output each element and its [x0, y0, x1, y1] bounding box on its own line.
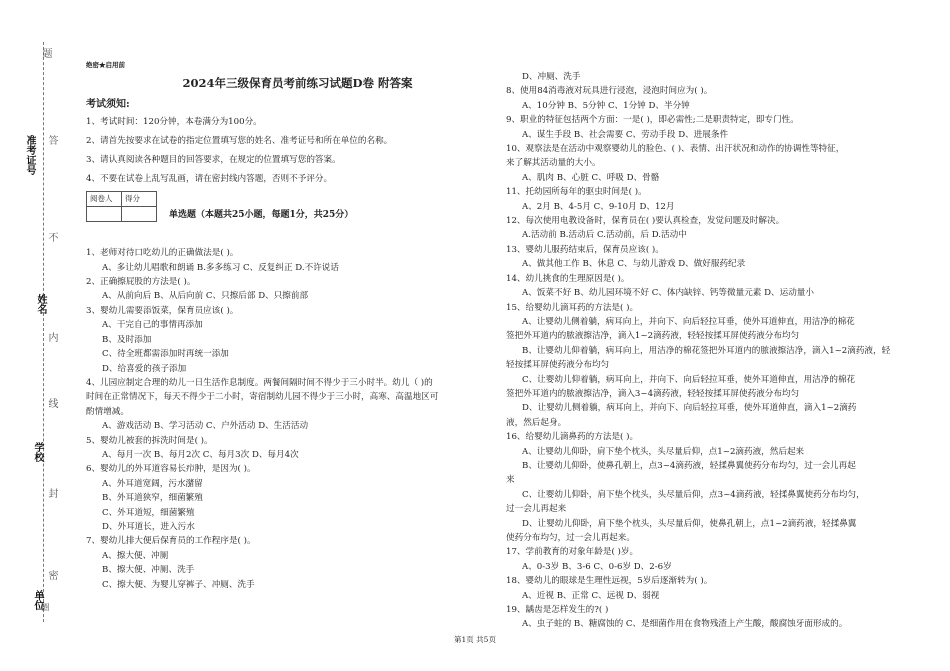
- margin-char-xian: 线: [46, 398, 57, 408]
- margin-char-mi: 密: [46, 570, 57, 580]
- option-line: A、每月一次 B、每月2次 C、每月3次 D、每月4次: [102, 449, 299, 460]
- margin-label-unit: 单位: [32, 590, 43, 610]
- section-title: 单选题（本题共25小题，每题1分，共25分）: [169, 209, 354, 220]
- question-line: 12、每次使用电教设备时，保育员在( )要认真检查，发觉问题及时解决。: [506, 216, 785, 227]
- option-line: A、饭菜不好 B、幼儿园环境不好 C、体内缺锌、钙等微量元素 D、运动量小: [522, 288, 814, 299]
- margin-char-da: 答: [46, 135, 57, 145]
- option-line: A.活动前 B.活动后 C.活动前，后 D.活动中: [522, 230, 687, 241]
- question-line: 17、学前教育的对象年龄是( )岁。: [506, 547, 639, 558]
- option-line: A、让婴幼儿侧着躺，病耳向上，并向下、向后轻拉耳垂，使外耳道伸直，用洁净的棉花: [522, 316, 855, 327]
- option-line: A、2月 B、4-5月 C、9-10月 D、12月: [522, 201, 675, 212]
- option-line: A、干完自己的事情再添加: [102, 320, 203, 331]
- question-line: 11、托幼园所每年的驱虫时间是( )。: [506, 187, 647, 198]
- option-line: B、擦大便、冲厕、洗手: [102, 565, 195, 576]
- option-line: D、给喜爱的孩子添加: [102, 363, 187, 374]
- question-line: 8、使用84消毒液对玩具进行浸泡，浸泡时间应为( )。: [506, 86, 713, 97]
- question-line: 轻按揉耳屏使药液分布均匀: [506, 360, 610, 371]
- margin-label-school: 学校: [32, 442, 43, 462]
- question-line: 2、正确擦屁股的方法是( )。: [86, 277, 196, 288]
- question-line: 6、婴幼儿的外耳道容易长疖肿，是因为( )。: [86, 464, 256, 475]
- reviewer-cell[interactable]: [87, 207, 122, 222]
- option-line: C、让婴幼儿仰卧，肩下垫个枕头，头尽量后仰，点3~4滴药液，轻揉鼻翼使药分布均匀，: [522, 489, 865, 500]
- question-line: 4、儿园应制定合理的幼儿一日生活作息制度。两餐间隔时间不得少于三小时半。幼儿（ )的: [86, 377, 433, 388]
- margin-label-exam-id: 准考证号: [24, 135, 35, 175]
- margin-char-ti: 题: [40, 48, 51, 58]
- score-cell[interactable]: [122, 207, 157, 222]
- option-line: A、擦大便、冲厕: [102, 550, 169, 561]
- question-line: 签把外耳道内的脓液擦洁净，滴入1~2滴药液，轻轻按揉耳屏使药液分布均匀: [506, 331, 800, 342]
- page-footer: 第1页 共5页: [454, 635, 496, 644]
- option-line: A、0-3岁 B、3-6 C、0-6岁 D、2-6岁: [522, 561, 672, 572]
- option-line: D、让婴幼儿侧着躺，病耳向上，并向下、向后轻拉耳垂，使外耳道伸直，滴入1~2滴药: [522, 403, 857, 414]
- option-line: A、多让幼儿唱歌和朗诵 B.多多练习 C、反复纠正 D.不许说话: [102, 262, 339, 273]
- question-line: 使药分布均匀，过一会儿再起来。: [506, 533, 635, 543]
- question-line: 酌情增减。: [86, 406, 129, 417]
- question-line: 15、给婴幼儿滴耳药的方法是( )。: [506, 302, 639, 313]
- option-line: A、肌肉 B、心脏 C、呼吸 D、骨骼: [522, 172, 660, 183]
- option-line: B、让婴幼儿仰着躺，病耳向上，用洁净的棉花签把外耳道内的脓液擦洁净，滴入1~2滴药液，轻: [522, 345, 891, 356]
- question-line: 时间在正常情况下，每天不得少于二小时，寄宿制幼儿园不得少于三小时，高寒、高温地区可: [86, 392, 439, 403]
- margin-char-bu: 不: [46, 232, 57, 242]
- option-line: B、及时添加: [102, 334, 152, 345]
- right-question-list: [506, 70, 911, 632]
- left-column: [86, 58, 491, 592]
- option-line: B、让婴幼儿仰卧，使鼻孔朝上，点3~4滴药液，轻揉鼻翼使药分布均匀，过一会儿再起: [522, 460, 856, 471]
- question-line: 3、婴幼儿需要添饭菜，保育员应该( )。: [86, 305, 239, 316]
- option-line: A、从前向后 B、从后向前 C、只擦后部 D、只擦前部: [102, 291, 309, 302]
- option-line: A、外耳道宽阔，污水潴留: [102, 478, 203, 489]
- question-line: 5、婴幼儿被套的拆洗时间是( )。: [86, 435, 213, 446]
- question-line: 19、龋齿是怎样发生的?( ): [506, 605, 609, 616]
- score-table: [86, 191, 157, 222]
- option-line: C、外耳道短，细菌繁殖: [102, 507, 195, 518]
- notice-heading: 考试须知:: [86, 98, 130, 110]
- question-line: 13、婴幼儿服药结束后，保育员应该( )。: [506, 244, 664, 255]
- left-question-list: [86, 246, 491, 592]
- option-line: B、外耳道狭窄，细菌繁殖: [102, 493, 203, 504]
- question-line: 来了解其活动量的大小。: [506, 158, 601, 169]
- question-line: 签把外耳道内的脓液擦洁净，滴入3~4滴药液，轻轻按揉耳屏使药液分布均匀: [506, 388, 800, 399]
- option-line: C、擦大便、为婴儿穿裤子、冲厕、洗手: [102, 579, 255, 590]
- score-box: [86, 191, 491, 222]
- confidential-mark: 绝密★启用前: [86, 61, 125, 69]
- question-line: 10、观察法是在活动中观察婴幼儿的脸色、( )、表情、出汗状况和动作的协调性等特征，: [506, 144, 845, 155]
- notice-item: 3、请认真阅读各种题目的回答要求，在规定的位置填写您的答案。: [86, 155, 341, 166]
- score-header: 得分: [122, 191, 157, 206]
- option-line: D、让婴幼儿仰卧，肩下垫个枕头，头尽量后仰，使鼻孔朝上，点1~2滴药液，轻揉鼻翼: [522, 518, 857, 529]
- notice-item: 4、不要在试卷上乱写乱画，请在密封线内答题，否则不予评分。: [86, 173, 333, 184]
- notice-item: 2、请首先按要求在试卷的指定位置填写您的姓名、准考证号和所在单位的名称。: [86, 136, 393, 147]
- option-line: C、待全班都需添加时再统一添加: [102, 349, 229, 360]
- option-line: C、让婴幼儿仰着躺，病耳向上，并向下、向后轻拉耳垂，使外耳道伸直，用洁净的棉花: [522, 374, 856, 385]
- right-column: [506, 70, 911, 632]
- option-line: D、冲厕、洗手: [522, 72, 581, 82]
- notice-list: [86, 115, 491, 186]
- notice-item: 1、考试时间：120分钟，本卷满分为100分。: [86, 117, 262, 128]
- option-line: A、让婴幼儿仰卧，肩下垫个枕头，头尽量后仰，点1~2滴药液，然后起来: [522, 446, 805, 457]
- reviewer-header: 阅卷人: [87, 191, 122, 206]
- question-line: 液，然后起身。: [506, 417, 567, 428]
- option-line: D、外耳道长，进入污水: [102, 521, 195, 532]
- question-line: 16、给婴幼儿滴鼻药的方法是( )。: [506, 432, 639, 443]
- option-line: A、谋生手段 B、社会需要 C、劳动手段 D、进展条件: [522, 129, 729, 140]
- option-line: A、近视 B、正常 C、远视 D、弱视: [522, 590, 660, 601]
- question-line: 来: [506, 475, 515, 486]
- margin-label-name: 姓名: [35, 294, 46, 314]
- option-line: A、游戏活动 B、学习活动 C、户外活动 D、生活活动: [102, 421, 309, 432]
- question-line: 过一会儿再起来: [506, 504, 567, 515]
- option-line: A、10分钟 B、5分钟 C、1分钟 D、半分钟: [522, 100, 690, 111]
- margin-char-feng: 封: [46, 488, 57, 498]
- option-line: A、虫子蛀的 B、糖腐蚀的 C、是细菌作用在食物残渣上产生酸，酸腐蚀牙面形成的。: [522, 619, 848, 630]
- binding-margin: [0, 0, 60, 671]
- exam-title: 2024年三级保育员考前练习试题D卷 附答案: [182, 76, 413, 91]
- question-line: 18、婴幼儿的眼球是生理性远视，5岁后逐渐转为( )。: [506, 576, 713, 587]
- question-line: 1、老师对待口吃幼儿的正确做法是( )。: [86, 248, 239, 259]
- margin-mark-1: 圈: [41, 603, 50, 611]
- question-line: 9、职业的特征包括两个方面：一是( )，即必需性;二是职责特定，即专门性。: [506, 115, 799, 126]
- question-line: 7、婴幼儿排大便后保育员的工作程序是( )。: [86, 536, 256, 547]
- margin-char-nei: 内: [46, 332, 57, 342]
- option-line: A、做其他工作 B、休息 C、与幼儿游戏 D、做好服药纪录: [522, 259, 746, 270]
- question-line: 14、幼儿挑食的生理原因是( )。: [506, 273, 630, 284]
